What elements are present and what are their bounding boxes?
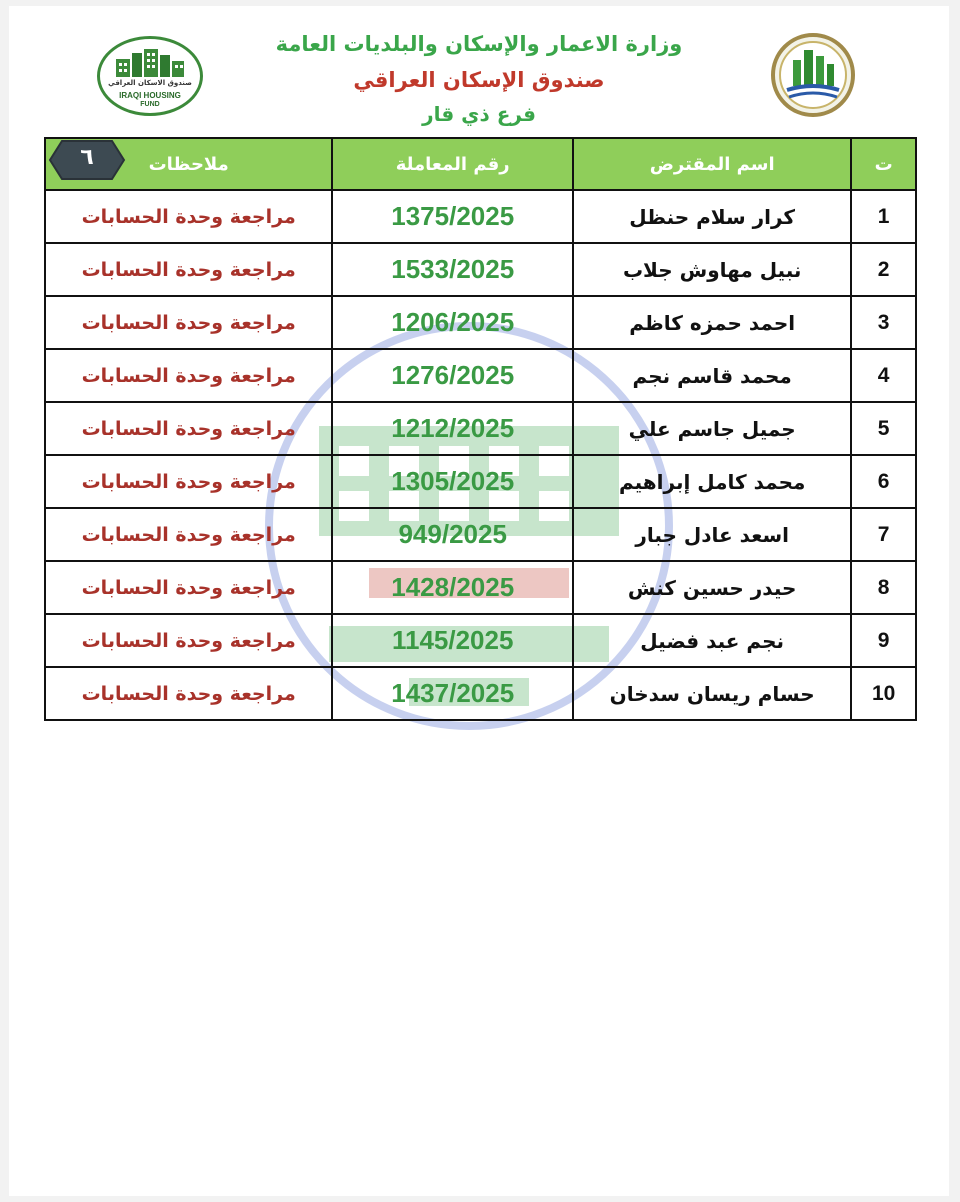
borrower-name: احمد حمزه كاظم <box>573 296 851 349</box>
table-row <box>45 243 916 296</box>
logo-english-line2: FUND <box>140 101 160 108</box>
borrower-name: جميل جاسم علي <box>573 402 851 455</box>
row-index: 10 <box>851 667 916 720</box>
notes-cell: مراجعة وحدة الحسابات <box>45 561 332 614</box>
column-header-transaction-number: رقم المعاملة <box>332 138 573 190</box>
borrower-name: كرار سلام حنظل <box>573 190 851 243</box>
column-header-notes <box>45 138 332 190</box>
notes-cell: مراجعة وحدة الحسابات <box>45 667 332 720</box>
fund-title: صندوق الإسكان العراقي <box>353 68 605 92</box>
table-row <box>45 190 916 243</box>
notes-cell: مراجعة وحدة الحسابات <box>45 508 332 561</box>
branch-title: فرع ذي قار <box>422 102 536 126</box>
row-index: 4 <box>851 349 916 402</box>
transaction-number: 1206/2025 <box>332 296 573 349</box>
transaction-number: 949/2025 <box>332 508 573 561</box>
column-header-index: ت <box>851 138 916 190</box>
table-row <box>45 349 916 402</box>
housing-fund-logo <box>97 36 203 116</box>
ministry-emblem-icon <box>761 32 865 118</box>
table-row <box>45 667 916 720</box>
table-row <box>45 296 916 349</box>
transaction-number: 1145/2025 <box>332 614 573 667</box>
column-header-notes-label: ملاحظات <box>148 153 229 175</box>
notes-cell: مراجعة وحدة الحسابات <box>45 243 332 296</box>
borrower-name: محمد قاسم نجم <box>573 349 851 402</box>
table-row <box>45 614 916 667</box>
notes-cell: مراجعة وحدة الحسابات <box>45 296 332 349</box>
transaction-number: 1375/2025 <box>332 190 573 243</box>
table-row <box>45 561 916 614</box>
borrower-name: حيدر حسين كنش <box>573 561 851 614</box>
table-row <box>45 508 916 561</box>
logo-english-line1: IRAQI HOUSING <box>119 91 181 100</box>
transaction-number: 1276/2025 <box>332 349 573 402</box>
row-index: 5 <box>851 402 916 455</box>
borrower-name: نجم عبد فضيل <box>573 614 851 667</box>
borrower-name: حسام ريسان سدخان <box>573 667 851 720</box>
transaction-number: 1533/2025 <box>332 243 573 296</box>
transaction-number: 1437/2025 <box>332 667 573 720</box>
notes-cell: مراجعة وحدة الحسابات <box>45 614 332 667</box>
table-row <box>45 455 916 508</box>
column-header-borrower: اسم المقترض <box>573 138 851 190</box>
notes-cell: مراجعة وحدة الحسابات <box>45 402 332 455</box>
letterhead <box>9 6 949 141</box>
row-index: 1 <box>851 190 916 243</box>
row-index: 9 <box>851 614 916 667</box>
building-icon <box>114 49 186 77</box>
notes-cell: مراجعة وحدة الحسابات <box>45 455 332 508</box>
loan-transactions-table <box>44 137 917 721</box>
row-index: 7 <box>851 508 916 561</box>
transaction-number: 1212/2025 <box>332 402 573 455</box>
notes-cell: مراجعة وحدة الحسابات <box>45 349 332 402</box>
table-row <box>45 402 916 455</box>
logo-arabic-text: صندوق الاسكان العراقي <box>108 79 192 87</box>
row-index: 2 <box>851 243 916 296</box>
document-page <box>9 6 949 1196</box>
transaction-number: 1428/2025 <box>332 561 573 614</box>
table-header-row <box>45 138 916 190</box>
ministry-title: وزارة الاعمار والإسكان والبلديات العامة <box>275 32 683 56</box>
borrower-name: نبيل مهاوش جلاب <box>573 243 851 296</box>
borrower-name: اسعد عادل جبار <box>573 508 851 561</box>
transaction-number: 1305/2025 <box>332 455 573 508</box>
page-number: ٦ <box>80 145 94 170</box>
borrower-name: محمد كامل إبراهيم <box>573 455 851 508</box>
row-index: 3 <box>851 296 916 349</box>
row-index: 6 <box>851 455 916 508</box>
notes-cell: مراجعة وحدة الحسابات <box>45 190 332 243</box>
row-index: 8 <box>851 561 916 614</box>
page-number-badge <box>48 135 126 185</box>
